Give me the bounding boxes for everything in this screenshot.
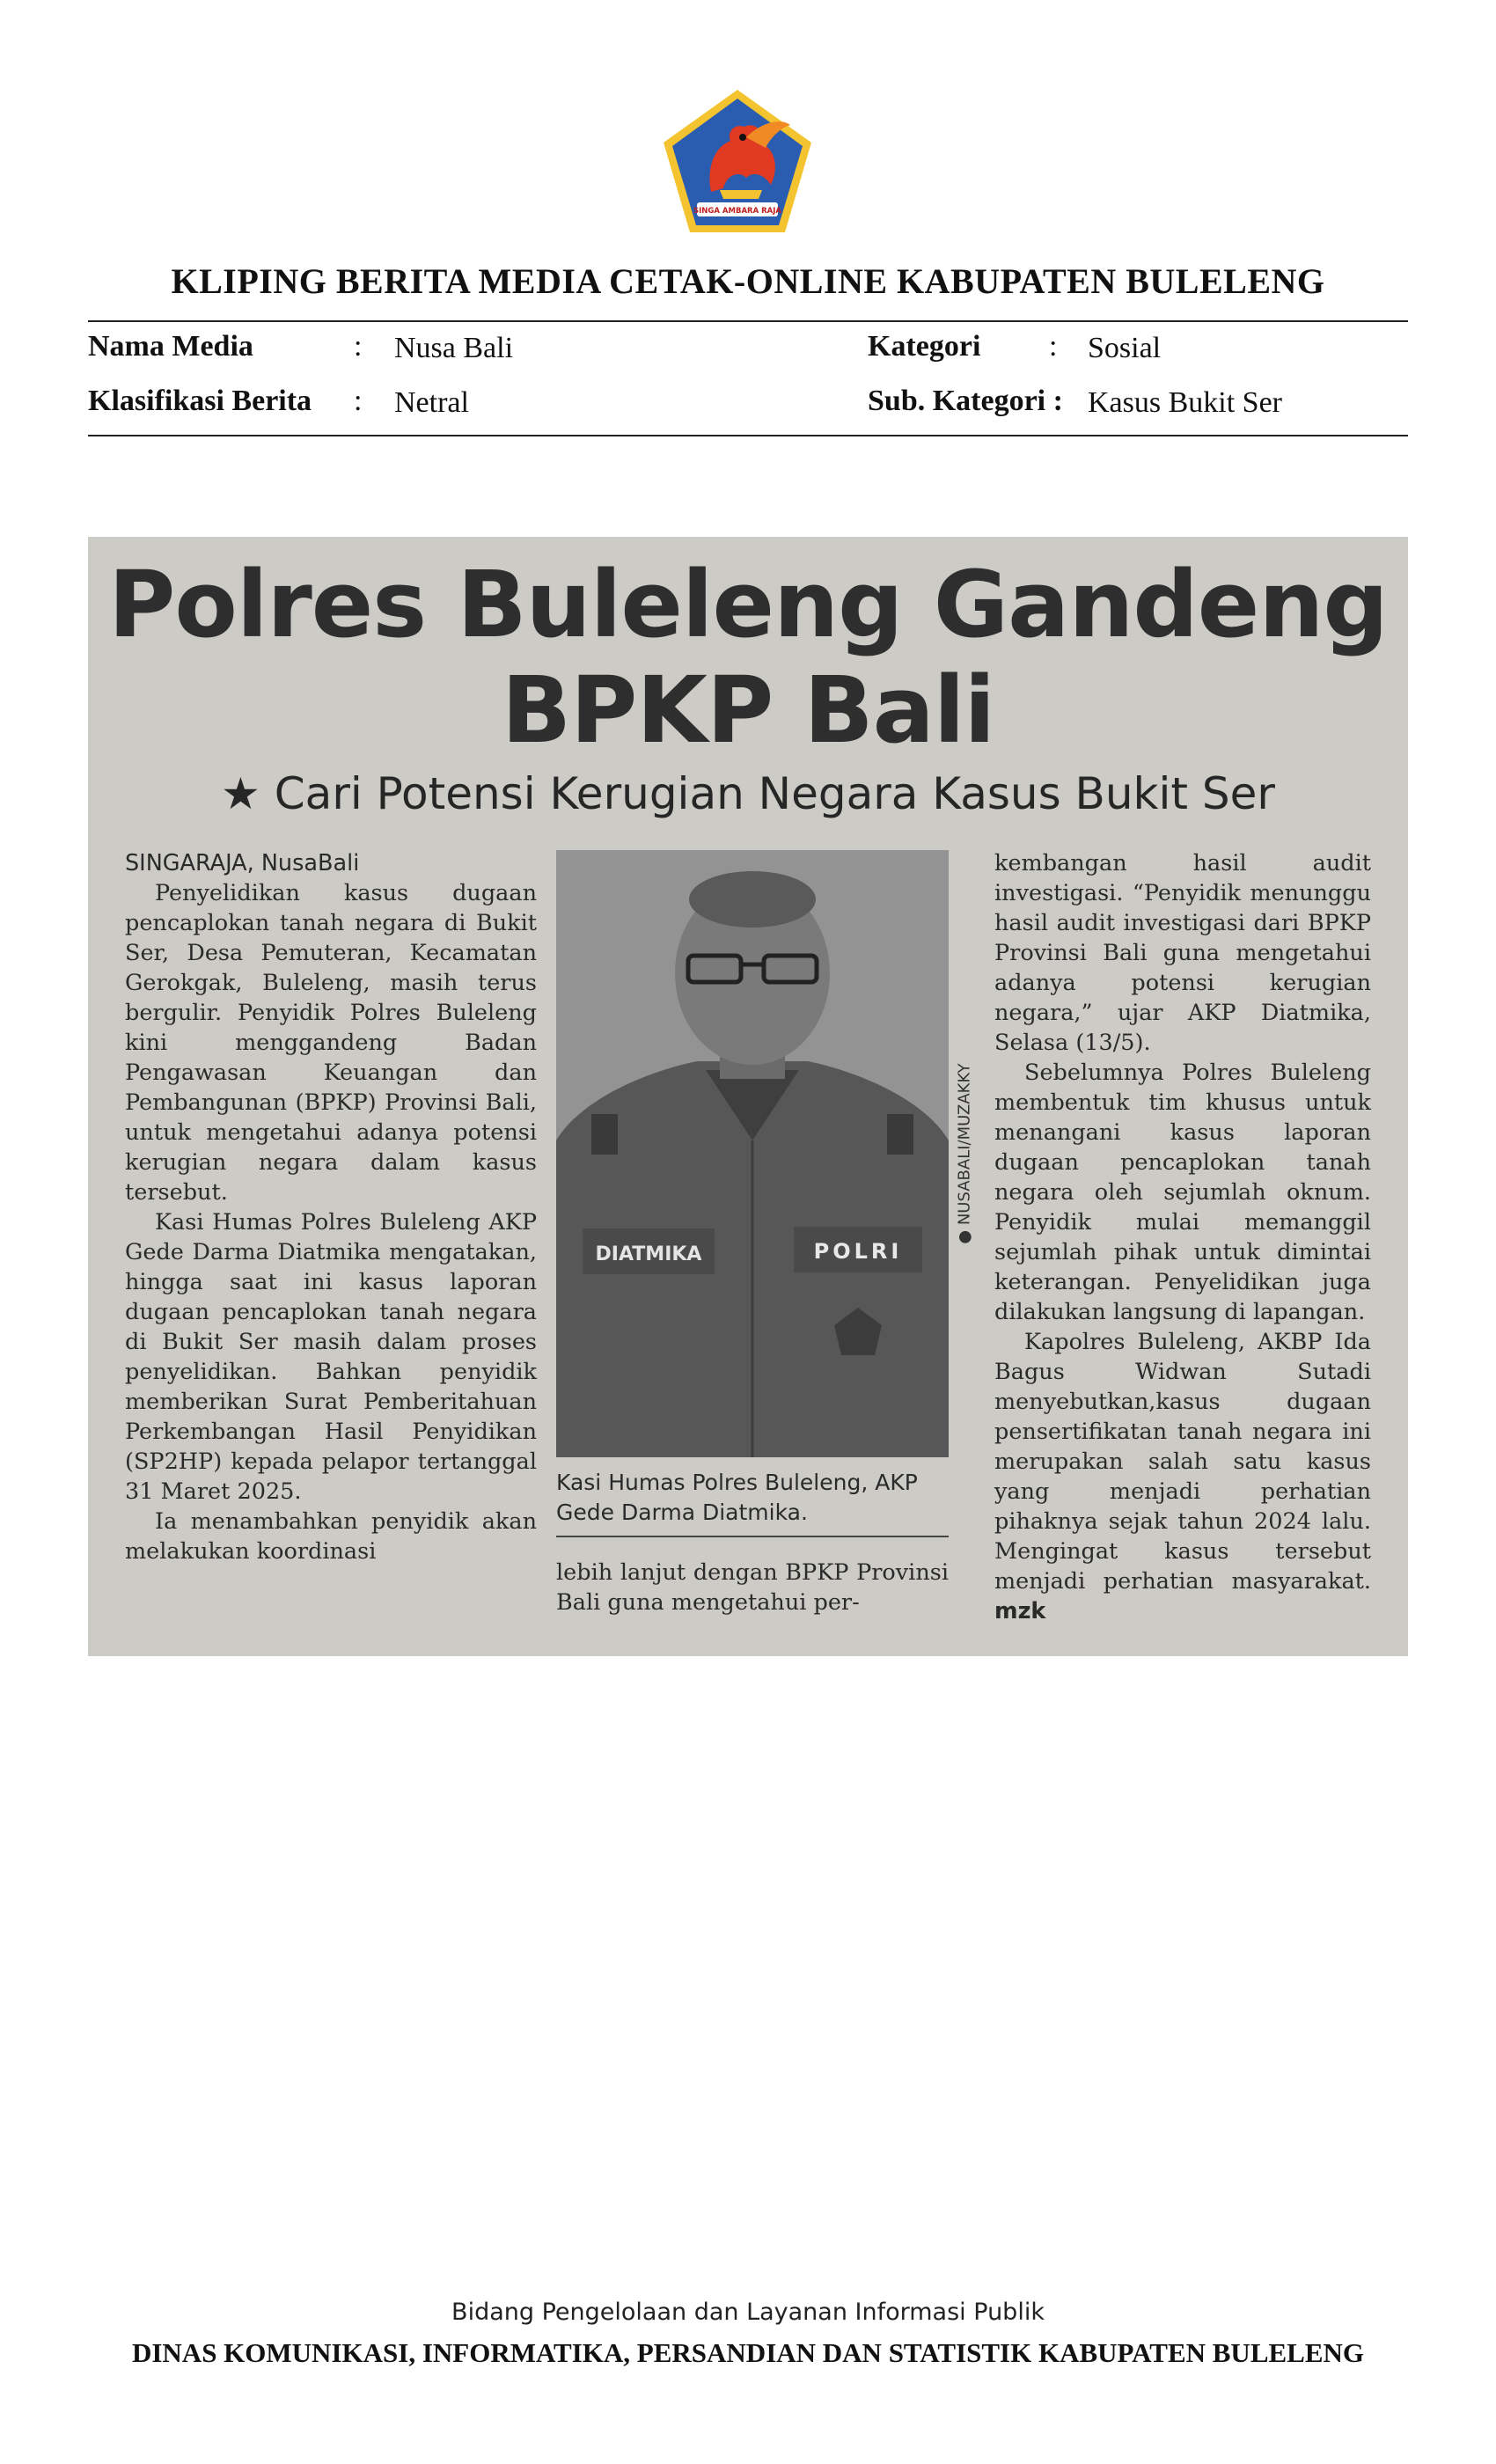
caption-rule xyxy=(556,1536,949,1537)
kategori-colon: : xyxy=(1049,330,1058,363)
column-2-text xyxy=(556,1558,949,1617)
klasifikasi-value: Netral xyxy=(394,386,469,419)
name-tag-text: DIATMIKA xyxy=(595,1243,702,1265)
header-bottom-rule xyxy=(88,435,1408,436)
newspaper-clipping xyxy=(88,537,1408,1656)
logo-ribbon-text: SINGA AMBARA RAJA xyxy=(693,207,781,216)
column-1 xyxy=(125,848,537,1566)
footer-subtitle: Bidang Pengelolaan dan Layanan Informasi Publik xyxy=(451,2299,1045,2326)
kategori-value: Sosial xyxy=(1088,332,1162,364)
photo-caption: Kasi Humas Polres Buleleng, AKP Gede Darma Diatmika. xyxy=(556,1470,918,1525)
col3-paragraph-2: Sebelumnya Polres Buleleng membentuk tim khusus untuk menangani kasus laporan dugaan pencaplokan tanah negara oleh sejumlah oknum. Penyidik mulai memanggil sejumlah pihak untuk dimintai keterangan. Penyelidikan juga dilakukan langsung di lapangan. xyxy=(994,1060,1371,1325)
klasifikasi-label: Klasifikasi Berita xyxy=(88,385,312,417)
col3-paragraph-3: Kapolres Buleleng, AKBP Ida Bagus Widwan Sutadi menyebutkan,kasus dugaan pensertifikatan tanah negara ini merupakan salah satu kasus yang menjadi perhatian pihaknya sejak tahun 2024 lalu. Mengingat kasus tersebut menjadi perhatian masyarakat. mzk xyxy=(994,1329,1371,1624)
photo-credit: ● NUSABALI/MUZAKKY xyxy=(955,1063,974,1244)
col3-paragraph-1: kembangan hasil audit investigasi. “Penyidik menunggu hasil audit investigasi dari BPKP Provinsi Bali guna mengetahui adanya potensi kerugian negara,” ujar AKP Diatmika, Selasa (13/5). xyxy=(994,850,1371,1056)
col1-paragraph-1: Penyelidikan kasus dugaan pencaplokan tanah negara di Bukit Ser, Desa Pemuteran, Kecamatan Gerokgak, Buleleng, masih terus bergulir. Penyidik Polres Buleleng kini menggandeng Badan Pengawasan Keuangan dan Pembangunan (BPKP) Provinsi Bali, untuk mengetahui adanya potensi kerugian negara dalam kasus tersebut. xyxy=(125,880,537,1206)
headline-line-1: Polres Buleleng Gandeng xyxy=(108,551,1388,658)
subkategori-label: Sub. Kategori : xyxy=(868,385,1063,417)
subkategori-value: Kasus Bukit Ser xyxy=(1088,386,1282,419)
col2-paragraph: lebih lanjut dengan BPKP Provinsi Bali guna mengetahui per- xyxy=(556,1559,949,1616)
media-colon: : xyxy=(354,330,363,363)
headline-line-2: BPKP Bali xyxy=(501,656,995,764)
column-3 xyxy=(994,848,1371,1626)
author-signoff: mzk xyxy=(994,1598,1046,1624)
dateline: SINGARAJA, NusaBali xyxy=(125,850,360,876)
media-value: Nusa Bali xyxy=(394,332,514,364)
officer-photo xyxy=(556,850,949,1457)
footer-title: DINAS KOMUNIKASI, INFORMATIKA, PERSANDIAN DAN STATISTIK KABUPATEN BULELENG xyxy=(131,2337,1365,2368)
header-top-rule xyxy=(88,320,1408,322)
media-label: Nama Media xyxy=(88,330,253,363)
subheadline: ★ Cari Potensi Kerugian Negara Kasus Bukit Ser xyxy=(221,768,1275,819)
col1-paragraph-3: Ia menambahkan penyidik akan melakukan koordinasi xyxy=(125,1508,537,1565)
col1-paragraph-2: Kasi Humas Polres Buleleng AKP Gede Darma Diatmika mengatakan, hingga saat ini kasus laporan dugaan pencaplokan tanah negara di Bukit Ser masih dalam proses penyelidikan. Bahkan penyidik memberikan Surat Pemberitahuan Perkembangan Hasil Penyidikan (SP2HP) kepada pelapor tertanggal 31 Maret 2025. xyxy=(125,1209,537,1505)
page-title: KLIPING BERITA MEDIA CETAK-ONLINE KABUPATEN BULELENG xyxy=(171,261,1325,301)
kategori-label: Kategori xyxy=(868,330,981,363)
klasifikasi-colon: : xyxy=(354,385,363,417)
polri-badge-text: POLRI xyxy=(813,1239,903,1264)
buleleng-regency-logo xyxy=(658,86,817,236)
